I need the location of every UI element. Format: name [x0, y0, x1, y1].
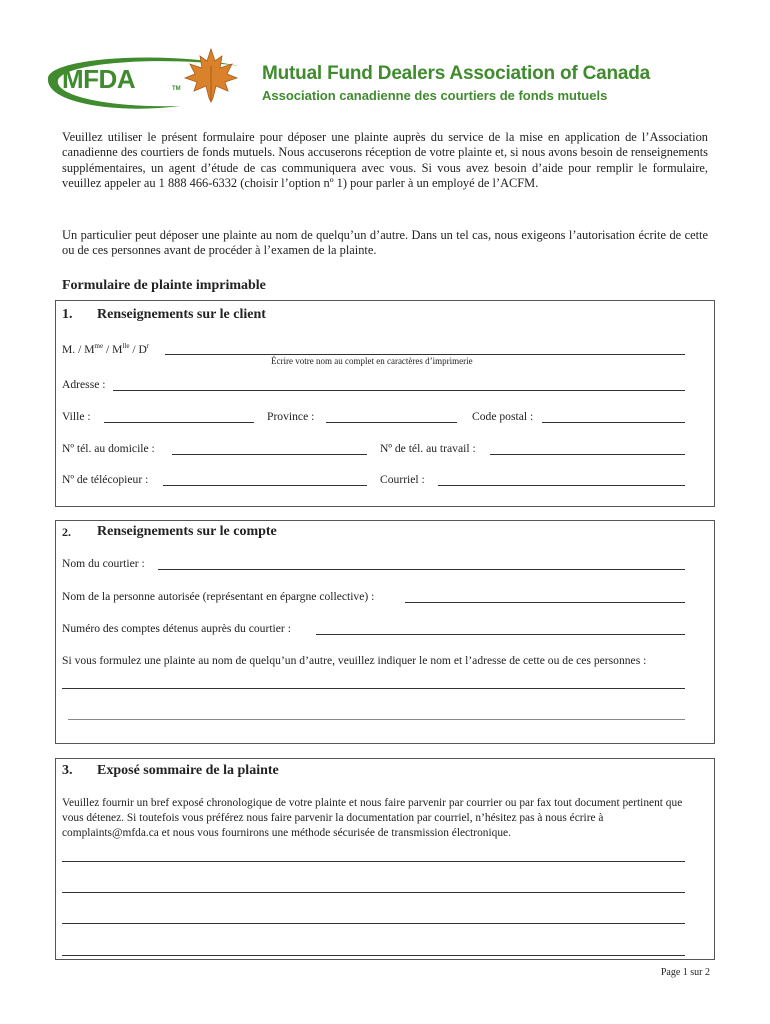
org-name-fr: Association canadienne des courtiers de fonds mutuels — [262, 88, 608, 103]
intro-paragraph-1: Veuillez utiliser le présent formulaire pour déposer une plainte auprès du service de la mise en application de l’Association canadienne des courtiers de fonds mutuels. Nous accuserons réception de votre plainte et, si nous avons besoin de renseignements supplémentaires, un agent d’étude de cas communiquera avec vous. Si vous avez besoin d’aide pour remplir le formulaire, veuillez appeler au 1 888 466-6332 (choisir l’option nº 1) pour parler à un employé de l’ACFM. — [62, 130, 708, 191]
address-label: Adresse : — [62, 378, 106, 391]
behalf-label: Si vous formulez une plainte au nom de quelqu’un d’autre, veuillez indiquer le nom et l’adresse de cette ou de ces personnes : — [62, 654, 647, 667]
intro-paragraph-2: Un particulier peut déposer une plainte au nom de quelqu’un d’autre. Dans un tel cas, nous exigeons l’autorisation écrite de cette ou de ces personnes avant de procéder à l’examen de la plainte. — [62, 228, 708, 258]
page-number: Page 1 sur 2 — [660, 967, 710, 978]
maple-leaf-icon — [182, 46, 240, 104]
email-label: Courriel : — [380, 473, 425, 486]
rep-field[interactable] — [405, 602, 685, 603]
email-field[interactable] — [438, 485, 685, 486]
rep-label: Nom de la personne autorisée (représentant en épargne collective) : — [62, 590, 375, 603]
section-3-number: 3. — [62, 763, 73, 778]
form-title: Formulaire de plainte imprimable — [62, 278, 266, 293]
behalf-field-line-1[interactable] — [62, 688, 685, 689]
postal-code-label: Code postal : — [472, 410, 534, 423]
province-field[interactable] — [326, 422, 457, 423]
broker-field[interactable] — [158, 569, 685, 570]
city-label: Ville : — [62, 410, 91, 423]
section-2-number: 2. — [62, 525, 71, 539]
fax-label: Nº de télécopieur : — [62, 473, 149, 486]
work-phone-field[interactable] — [490, 454, 685, 455]
section-1-number: 1. — [62, 307, 73, 322]
name-hint: Écrire votre nom au complet en caractères d’imprimerie — [271, 356, 473, 366]
broker-label: Nom du courtier : — [62, 557, 145, 570]
complaint-instructions: Veuillez fournir un bref exposé chronologique de votre plainte et nous faire parvenir par courrier ou par fax tout document pertinent que vous détenez. Si toutefois vous préférez nous faire parvenir la documentation par courriel, n’hésitez pas à nous écrire à complaints@mfda.ca et nous vous fournirons une méthode sécurisée de transmission électronique. — [62, 797, 683, 839]
accounts-field[interactable] — [316, 634, 685, 635]
name-field[interactable] — [165, 354, 685, 355]
complaint-line-4[interactable] — [62, 955, 685, 956]
section-2-title: Renseignements sur le compte — [97, 524, 277, 539]
section-3-title: Exposé sommaire de la plainte — [97, 763, 279, 778]
postal-code-field[interactable] — [542, 422, 685, 423]
accounts-label: Numéro des comptes détenus auprès du courtier : — [62, 622, 291, 635]
complaint-line-1[interactable] — [62, 861, 685, 862]
city-field[interactable] — [104, 422, 254, 423]
logo-text: MFDA — [62, 64, 136, 94]
logo-tm: TM — [172, 86, 181, 92]
province-label: Province : — [267, 410, 315, 423]
home-phone-label: Nº tél. au domicile : — [62, 442, 155, 455]
section-complaint-summary — [55, 758, 715, 960]
work-phone-label: Nº de tél. au travail : — [380, 442, 476, 455]
complaint-line-2[interactable] — [62, 892, 685, 893]
behalf-field-line-2[interactable] — [68, 719, 685, 720]
home-phone-field[interactable] — [172, 454, 367, 455]
name-label: M. / $M^{me} / M^{lle} / D^r$ — [62, 342, 150, 356]
complaint-line-3[interactable] — [62, 923, 685, 924]
org-name-en: Mutual Fund Dealers Association of Canada — [262, 63, 651, 84]
section-1-title: Renseignements sur le client — [97, 307, 266, 322]
address-field[interactable] — [113, 390, 685, 391]
fax-field[interactable] — [163, 485, 367, 486]
